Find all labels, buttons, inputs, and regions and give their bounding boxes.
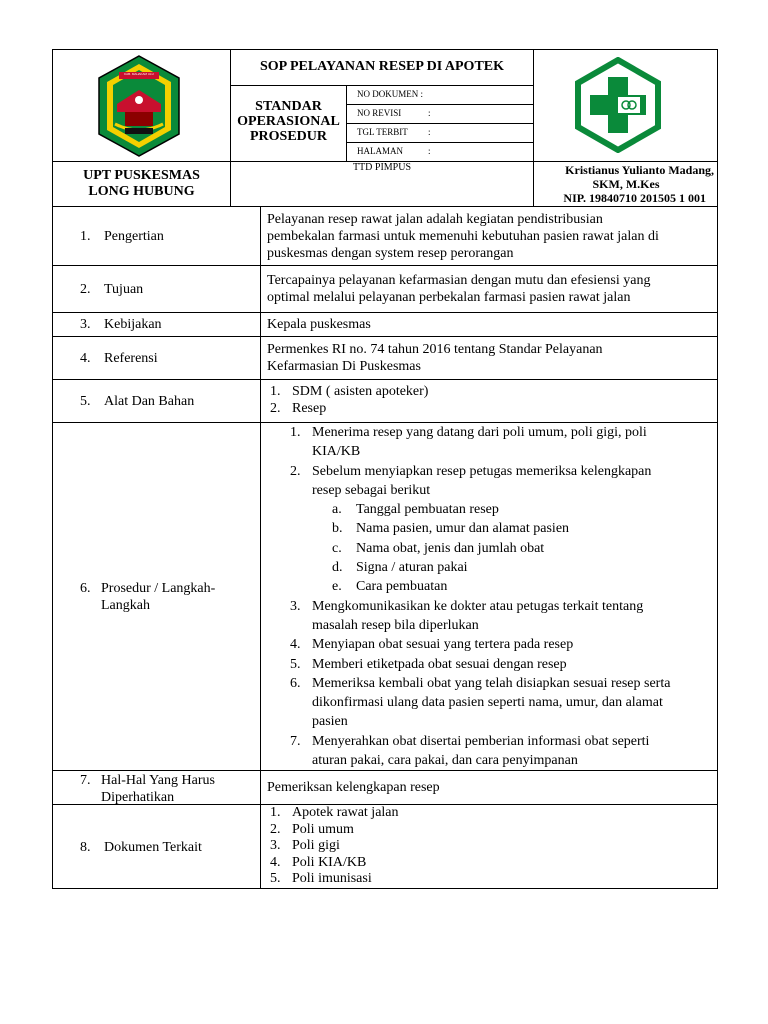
step-line: Sebelum menyiapkan resep petugas memeriksa kelengkapan (312, 463, 652, 479)
list-item (270, 822, 710, 839)
item-number: 1. (270, 384, 281, 399)
step-line: pasien (312, 714, 348, 730)
row-label-prosedur (52, 423, 260, 770)
ttd-label: TTD PIMPUS (352, 162, 412, 173)
content-line: Pemeriksan kelengkapan resep (267, 780, 440, 795)
item-text: Poli umum (292, 821, 354, 837)
step-number: 4. (290, 637, 301, 653)
signer-title: SKM, M.Kes (592, 177, 660, 191)
row-label-tujuan (52, 266, 260, 312)
step-number: 6. (290, 675, 301, 691)
sub-letter: a. (332, 502, 342, 518)
sop-line: STANDAR (255, 99, 322, 114)
step-item (290, 423, 710, 462)
content-line: Kefarmasian Di Puskesmas (267, 359, 421, 374)
list-item (270, 383, 710, 400)
title-line: Hal-Hal Yang Harus (101, 773, 215, 788)
step-line: resep sebagai berikut (312, 482, 431, 498)
title-line: Prosedur / Langkah- (101, 581, 216, 596)
sub-text: Nama obat, jenis dan jumlah obat (356, 540, 545, 556)
step-item (290, 635, 710, 654)
step-item (290, 462, 710, 597)
sub-text: Cara pembuatan (356, 579, 448, 595)
row-number: 6. (80, 581, 91, 596)
list-item (270, 871, 710, 888)
row-number: 8. (80, 839, 91, 855)
row-label-hal-hal (52, 771, 260, 804)
row-content-kebijakan (260, 316, 717, 333)
step-item (290, 674, 710, 732)
step-line: aturan pakai, cara pakai, dan cara penyimpanan (312, 753, 578, 769)
step-number: 5. (290, 656, 301, 672)
step-line: Memeriksa kembali obat yang telah disiapkan sesuai resep serta (312, 675, 671, 691)
sub-text: Nama pasien, umur dan alamat pasien (356, 521, 570, 537)
org-line: LONG HUBUNG (88, 184, 195, 199)
item-text: SDM ( asisten apoteker) (292, 384, 429, 399)
title-line: Langkah (101, 598, 150, 613)
content-line: Permenkes RI no. 74 tahun 2016 tentang Standar Pelayanan (267, 342, 603, 357)
item-number: 2. (270, 821, 281, 837)
step-line: dikonfirmasi ulang data pasien seperti nama, umur, dan alamat (312, 695, 663, 711)
item-text: Apotek rawat jalan (292, 805, 399, 820)
step-number: 7. (290, 733, 301, 749)
row-content-pengertian (260, 211, 717, 262)
step-line: Memberi etiketpada obat sesuai dengan resep (312, 656, 567, 672)
meta-value: : (428, 108, 431, 118)
list-item (270, 855, 710, 872)
document-title: SOP PELAYANAN RESEP DI APOTEK (259, 59, 505, 74)
row-content-tujuan (260, 272, 717, 306)
row-title: Pengertian (104, 229, 164, 244)
divider (346, 123, 534, 124)
row-number: 5. (80, 393, 91, 409)
sub-item (332, 558, 710, 577)
title-line: Diperhatikan (101, 790, 175, 805)
sop-line: PROSEDUR (249, 129, 327, 144)
item-number: 5. (270, 871, 281, 887)
item-number: 3. (270, 838, 281, 854)
meta-no-dokumen (357, 88, 423, 100)
meta-label: NO DOKUMEN : (357, 89, 423, 99)
sub-text: Tanggal pembuatan resep (356, 502, 499, 518)
sub-letter: b. (332, 521, 343, 537)
sub-text: Signa / aturan pakai (356, 560, 468, 576)
row-title: Tujuan (104, 281, 144, 297)
divider (346, 142, 534, 143)
step-line: Menyiapan obat sesuai yang tertera pada resep (312, 637, 574, 653)
item-number: 1. (270, 805, 281, 820)
row-content-referensi (260, 341, 717, 375)
sub-item (332, 519, 710, 538)
row-title (80, 772, 215, 806)
organization-name (53, 168, 230, 200)
row-title: Referensi (104, 350, 158, 366)
step-line: Menerima resep yang datang dari poli umum, poli gigi, poli (312, 425, 647, 440)
divider (230, 85, 534, 86)
row-number: 4. (80, 350, 91, 366)
sub-letter: c. (332, 540, 342, 556)
list-item (270, 805, 710, 822)
meta-tgl-terbit (357, 126, 431, 138)
row-label-kebijakan (52, 313, 260, 336)
item-text: Poli gigi (292, 838, 340, 854)
step-line: Mengkomunikasikan ke dokter atau petugas terkait tentang (312, 598, 644, 614)
meta-no-revisi (357, 107, 431, 119)
puskesmas-logo (574, 57, 662, 153)
sub-item (332, 500, 710, 519)
row-content-alat-bahan (260, 383, 717, 417)
list-item (270, 400, 710, 417)
row-number: 1. (80, 229, 91, 244)
content-line: optimal melalui pelayanan perbekalan farmasi pasien rawat jalan (267, 290, 631, 305)
meta-label: TGL TERBIT (357, 127, 408, 137)
row-title: Kebijakan (104, 317, 162, 332)
item-text: Resep (292, 401, 327, 416)
row-label-referensi (52, 337, 260, 379)
content-line: Kepala puskesmas (267, 317, 371, 332)
row-content-hal-hal (260, 779, 717, 796)
meta-halaman (357, 145, 431, 157)
step-number: 3. (290, 598, 301, 614)
meta-value: : (428, 146, 431, 156)
row-number: 7. (80, 773, 91, 788)
meta-value: : (428, 127, 431, 137)
sop-label (231, 99, 346, 144)
meta-label: NO REVISI (357, 108, 402, 118)
step-number: 1. (290, 425, 301, 440)
step-item (290, 732, 710, 771)
signer-block (534, 163, 718, 205)
content-line: pembekalan farmasi untuk memenuhi kebutuhan pasien rawat jalan di (267, 229, 659, 244)
divider (346, 104, 534, 105)
signer-nip: NIP. 19840710 201505 1 001 (563, 191, 706, 205)
item-text: Poli imunisasi (292, 871, 372, 887)
sop-line: OPERASIONAL (237, 114, 340, 129)
step-number: 2. (290, 463, 301, 479)
item-number: 4. (270, 854, 281, 870)
step-line: masalah resep bila diperlukan (312, 617, 479, 633)
row-number: 2. (80, 281, 91, 297)
step-line: Menyerahkan obat disertai pemberian informasi obat seperti (312, 733, 650, 749)
meta-label: HALAMAN (357, 146, 403, 156)
content-line: Pelayanan resep rawat jalan adalah kegiatan pendistribusian (267, 212, 603, 227)
row-content-dokumen (260, 805, 717, 888)
sub-list (312, 500, 710, 596)
row-content-prosedur (260, 423, 717, 770)
row-label-pengertian (52, 208, 260, 265)
row-label-dokumen (52, 805, 260, 889)
row-title (80, 580, 215, 614)
regency-logo (95, 54, 183, 158)
signer-name: Kristianus Yulianto Madang, (565, 163, 714, 177)
sub-item (332, 539, 710, 558)
sub-item (332, 577, 710, 596)
row-title: Alat Dan Bahan (104, 393, 195, 409)
row-number: 3. (80, 317, 91, 332)
row-label-alat-bahan (52, 380, 260, 422)
step-item (290, 655, 710, 674)
item-text: Poli KIA/KB (292, 854, 367, 870)
content-line: Tercapainya pelayanan kefarmasian dengan mutu dan efesiensi yang (267, 273, 651, 288)
step-line: KIA/KB (312, 444, 361, 460)
list-item (270, 838, 710, 855)
step-item (290, 597, 710, 636)
sub-letter: e. (332, 579, 342, 595)
logo-text: KAB. MAHAKAM ULU (124, 72, 154, 76)
row-title: Dokumen Terkait (104, 839, 202, 855)
sub-letter: d. (332, 560, 343, 576)
org-line: UPT PUSKESMAS (83, 168, 200, 183)
item-number: 2. (270, 401, 281, 416)
content-line: puskesmas dengan system resep perorangan (267, 246, 514, 261)
